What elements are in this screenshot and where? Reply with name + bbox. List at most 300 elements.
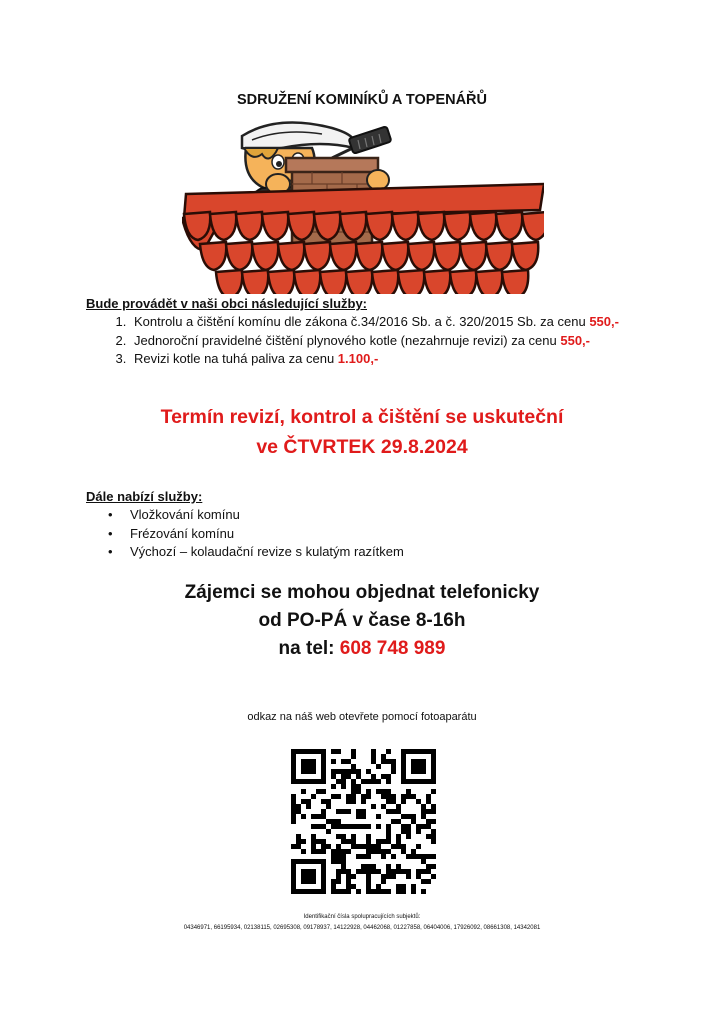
qr-module xyxy=(371,804,376,809)
qr-module xyxy=(366,779,371,784)
qr-module xyxy=(381,849,386,854)
qr-module xyxy=(336,879,341,884)
qr-module xyxy=(421,879,426,884)
qr-module xyxy=(331,889,336,894)
qr-module xyxy=(351,874,356,879)
qr-module xyxy=(321,844,326,849)
qr-module xyxy=(321,839,326,844)
qr-module xyxy=(386,809,391,814)
qr-module xyxy=(381,794,386,799)
qr-module xyxy=(376,824,381,829)
qr-module xyxy=(426,794,431,799)
qr-module xyxy=(431,804,436,809)
roof-tile xyxy=(450,270,476,294)
qr-module xyxy=(391,874,396,879)
qr-module xyxy=(401,889,406,894)
qr-module xyxy=(366,884,371,889)
qr-module xyxy=(386,759,391,764)
roof-tile xyxy=(226,242,252,270)
term-line-2: ve ČTVRTEK 29.8.2024 xyxy=(256,436,468,458)
qr-module xyxy=(341,859,346,864)
services-list xyxy=(86,313,619,369)
qr-module xyxy=(316,789,321,794)
roof-tile xyxy=(252,242,278,270)
qr-module xyxy=(336,769,341,774)
qr-module xyxy=(366,849,371,854)
qr-module xyxy=(366,854,371,859)
qr-module xyxy=(311,794,316,799)
qr-module xyxy=(291,819,296,824)
roof-tile xyxy=(382,242,408,270)
qr-module xyxy=(416,854,421,859)
extra-service-item: • Vložkování komínu xyxy=(130,506,404,525)
qr-module xyxy=(396,884,401,889)
qr-module xyxy=(421,809,426,814)
qr-module xyxy=(346,874,351,879)
qr-module xyxy=(351,824,356,829)
qr-module xyxy=(311,839,316,844)
chimney-sweep-illustration xyxy=(182,118,544,294)
qr-module xyxy=(351,839,356,844)
qr-module xyxy=(426,799,431,804)
qr-module xyxy=(346,839,351,844)
qr-module xyxy=(406,824,411,829)
qr-module xyxy=(356,824,361,829)
qr-module xyxy=(391,809,396,814)
qr-module xyxy=(391,764,396,769)
service-text: Revizi kotle na tuhá paliva za cenu xyxy=(134,351,338,366)
service-text: Kontrolu a čištění komínu dle zákona č.34/2016 Sb. a č. 320/2015 Sb. za cenu xyxy=(134,314,590,329)
qr-module xyxy=(371,774,376,779)
roof-tile xyxy=(418,212,444,240)
qr-module xyxy=(396,839,401,844)
qr-module xyxy=(401,824,406,829)
qr-module xyxy=(416,869,421,874)
qr-module xyxy=(356,869,361,874)
qr-module xyxy=(341,809,346,814)
qr-module xyxy=(336,859,341,864)
qr-module xyxy=(411,819,416,824)
qr-module xyxy=(376,849,381,854)
qr-module xyxy=(406,874,411,879)
qr-module xyxy=(306,804,311,809)
qr-module xyxy=(431,789,436,794)
qr-finder xyxy=(301,759,316,774)
contact-block xyxy=(0,579,724,663)
qr-module xyxy=(416,799,421,804)
qr-module xyxy=(396,809,401,814)
qr-module xyxy=(311,824,316,829)
qr-module xyxy=(416,874,421,879)
qr-module xyxy=(346,759,351,764)
qr-module xyxy=(371,779,376,784)
services-heading: Bude provádět v naši obci následující služby: xyxy=(86,296,368,311)
contact-line-2: od PO-PÁ v čase 8-16h xyxy=(258,610,466,631)
web-link-hint: odkaz na náš web otevřete pomocí fotoaparátu xyxy=(247,711,477,723)
qr-module xyxy=(426,869,431,874)
qr-module xyxy=(331,859,336,864)
roof-tile xyxy=(216,270,242,294)
qr-module xyxy=(331,769,336,774)
service-price: 550,- xyxy=(560,332,590,348)
extra-services-list xyxy=(86,506,404,562)
qr-module xyxy=(346,884,351,889)
qr-module xyxy=(386,789,391,794)
qr-module xyxy=(336,749,341,754)
qr-module xyxy=(341,864,346,869)
qr-module xyxy=(301,814,306,819)
qr-module xyxy=(386,794,391,799)
qr-module xyxy=(401,884,406,889)
qr-module xyxy=(386,869,391,874)
qr-module xyxy=(396,844,401,849)
qr-module xyxy=(296,839,301,844)
roof-tile xyxy=(330,242,356,270)
service-price: 1.100,- xyxy=(337,351,379,366)
qr-module xyxy=(376,884,381,889)
qr-module xyxy=(291,809,296,814)
qr-module xyxy=(371,759,376,764)
qr-module xyxy=(331,849,336,854)
qr-module xyxy=(336,889,341,894)
qr-finder xyxy=(411,759,426,774)
qr-module xyxy=(376,889,381,894)
qr-module xyxy=(421,854,426,859)
qr-module xyxy=(316,849,321,854)
qr-module xyxy=(376,869,381,874)
qr-module xyxy=(301,799,306,804)
qr-module xyxy=(366,794,371,799)
qr-module xyxy=(291,794,296,799)
qr-module xyxy=(341,889,346,894)
qr-module xyxy=(361,794,366,799)
qr-module xyxy=(296,804,301,809)
qr-module xyxy=(326,799,331,804)
qr-module xyxy=(341,854,346,859)
qr-module xyxy=(291,814,296,819)
qr-module xyxy=(391,819,396,824)
roof-tile xyxy=(210,212,236,240)
qr-module xyxy=(321,809,326,814)
qr-module xyxy=(371,849,376,854)
qr-module xyxy=(381,789,386,794)
qr-module xyxy=(331,819,336,824)
qr-module xyxy=(376,844,381,849)
service-item xyxy=(130,332,619,351)
qr-module xyxy=(431,829,436,834)
qr-module xyxy=(356,854,361,859)
qr-module xyxy=(381,854,386,859)
qr-module xyxy=(356,889,361,894)
qr-module xyxy=(386,779,391,784)
qr-module xyxy=(431,819,436,824)
qr-module xyxy=(411,884,416,889)
qr-module xyxy=(391,794,396,799)
qr-module xyxy=(371,864,376,869)
qr-module xyxy=(431,864,436,869)
qr-module xyxy=(351,844,356,849)
qr-module xyxy=(386,749,391,754)
qr-module xyxy=(386,889,391,894)
qr-module xyxy=(376,789,381,794)
qr-module xyxy=(361,809,366,814)
qr-module xyxy=(341,834,346,839)
qr-module xyxy=(326,804,331,809)
qr-module xyxy=(381,754,386,759)
roof-tile xyxy=(444,212,470,240)
qr-module xyxy=(296,834,301,839)
qr-module xyxy=(391,844,396,849)
roof-tile xyxy=(502,270,528,294)
qr-module xyxy=(331,784,336,789)
qr-module xyxy=(381,774,386,779)
roof-tile xyxy=(398,270,424,294)
qr-module xyxy=(356,769,361,774)
page-title: SDRUŽENÍ KOMINÍKŮ A TOPENÁŘŮ xyxy=(237,92,487,108)
qr-module xyxy=(351,884,356,889)
qr-module xyxy=(406,834,411,839)
qr-module xyxy=(396,869,401,874)
qr-module xyxy=(331,774,336,779)
qr-module xyxy=(346,794,351,799)
qr-module xyxy=(421,859,426,864)
qr-module xyxy=(336,794,341,799)
qr-module xyxy=(321,849,326,854)
qr-module xyxy=(336,854,341,859)
qr-module xyxy=(401,829,406,834)
qr-module xyxy=(356,784,361,789)
qr-module xyxy=(371,844,376,849)
extra-services-heading: Dále nabízí služby: xyxy=(86,489,203,504)
qr-module xyxy=(341,824,346,829)
qr-module xyxy=(341,869,346,874)
phone-label: na tel: xyxy=(278,638,340,659)
footer-ids-title: Identifikační čísla spolupracujících subjektů: xyxy=(303,914,421,920)
roof-tile xyxy=(424,270,450,294)
qr-module xyxy=(311,849,316,854)
qr-module xyxy=(381,889,386,894)
qr-module xyxy=(301,839,306,844)
qr-module xyxy=(431,839,436,844)
qr-module xyxy=(346,769,351,774)
qr-module xyxy=(406,869,411,874)
qr-module xyxy=(386,774,391,779)
qr-module xyxy=(366,834,371,839)
qr-module xyxy=(296,844,301,849)
qr-module xyxy=(351,789,356,794)
qr-module xyxy=(311,814,316,819)
qr-module xyxy=(421,889,426,894)
roof-tile xyxy=(242,270,268,294)
qr-module xyxy=(351,784,356,789)
roof-tile xyxy=(392,212,418,240)
qr-module xyxy=(291,844,296,849)
qr-module xyxy=(346,889,351,894)
qr-module xyxy=(376,839,381,844)
qr-module xyxy=(366,824,371,829)
qr-module xyxy=(341,769,346,774)
qr-module xyxy=(426,819,431,824)
qr-module xyxy=(326,829,331,834)
service-price: 550,- xyxy=(589,314,619,329)
qr-module xyxy=(371,754,376,759)
qr-module xyxy=(336,779,341,784)
qr-module xyxy=(351,834,356,839)
qr-module xyxy=(401,869,406,874)
roof-tile xyxy=(262,212,288,240)
qr-module xyxy=(346,869,351,874)
qr-module xyxy=(371,749,376,754)
contact-phone-line xyxy=(0,635,724,663)
qr-module xyxy=(361,844,366,849)
qr-module xyxy=(366,839,371,844)
qr-module xyxy=(366,889,371,894)
qr-module xyxy=(326,819,331,824)
contact-line-1: Zájemci se mohou objednat telefonicky xyxy=(184,582,540,603)
qr-module xyxy=(316,824,321,829)
qr-module xyxy=(291,799,296,804)
service-item xyxy=(130,313,619,332)
qr-module xyxy=(321,799,326,804)
roof-tile xyxy=(304,242,330,270)
qr-module xyxy=(396,889,401,894)
qr-module xyxy=(351,799,356,804)
qr-module xyxy=(361,864,366,869)
qr-module xyxy=(406,829,411,834)
qr-module xyxy=(386,864,391,869)
qr-module xyxy=(351,779,356,784)
qr-module xyxy=(336,824,341,829)
roof-tile xyxy=(268,270,294,294)
qr-module xyxy=(361,779,366,784)
qr-module xyxy=(331,749,336,754)
qr-module xyxy=(426,824,431,829)
qr-module xyxy=(341,849,346,854)
qr-module xyxy=(366,789,371,794)
qr-module xyxy=(386,849,391,854)
qr-module xyxy=(336,874,341,879)
qr-module xyxy=(356,809,361,814)
roof-tile xyxy=(496,212,522,240)
footer-ids: 04346971, 66195934, 02138115, 02695308, 09178937, 14122928, 04462068, 01227858, 06404006, 17926092, 08661308, 14342081 xyxy=(183,925,541,931)
qr-module xyxy=(371,869,376,874)
qr-module xyxy=(331,884,336,889)
qr-module xyxy=(296,809,301,814)
qr-module xyxy=(421,814,426,819)
qr-module xyxy=(386,839,391,844)
qr-module xyxy=(336,819,341,824)
qr-module xyxy=(316,814,321,819)
qr-module xyxy=(376,814,381,819)
qr-module xyxy=(346,849,351,854)
qr-module xyxy=(401,794,406,799)
qr-module xyxy=(346,799,351,804)
qr-module xyxy=(371,889,376,894)
qr-module xyxy=(396,834,401,839)
qr-module xyxy=(381,874,386,879)
qr-module xyxy=(301,849,306,854)
roof-tile xyxy=(372,270,398,294)
qr-module xyxy=(421,869,426,874)
qr-module xyxy=(391,869,396,874)
qr-module xyxy=(306,799,311,804)
qr-module xyxy=(426,879,431,884)
qr-module xyxy=(351,769,356,774)
qr-module xyxy=(411,849,416,854)
qr-module xyxy=(431,854,436,859)
roof-tile xyxy=(278,242,304,270)
qr-module xyxy=(351,794,356,799)
qr-module xyxy=(311,844,316,849)
qr-module xyxy=(386,874,391,879)
qr-module xyxy=(426,864,431,869)
qr-module xyxy=(351,754,356,759)
qr-module xyxy=(331,854,336,859)
qr-module xyxy=(321,814,326,819)
qr-module xyxy=(361,824,366,829)
qr-module xyxy=(421,804,426,809)
qr-module xyxy=(291,804,296,809)
qr-module xyxy=(341,759,346,764)
qr-module xyxy=(381,804,386,809)
qr-module xyxy=(346,824,351,829)
roof-tile xyxy=(476,270,502,294)
qr-module xyxy=(396,819,401,824)
qr-module xyxy=(431,809,436,814)
qr-module xyxy=(361,814,366,819)
roof-tile xyxy=(408,242,434,270)
qr-module xyxy=(356,774,361,779)
qr-module xyxy=(341,774,346,779)
qr-module xyxy=(336,809,341,814)
qr-module xyxy=(361,869,366,874)
service-text: Jednoroční pravidelné čištění plynového kotle (nezahrnuje revizi) za cenu xyxy=(134,332,561,348)
qr-module xyxy=(391,799,396,804)
phone-number[interactable]: 608 748 989 xyxy=(339,638,446,659)
qr-module xyxy=(356,814,361,819)
roof-tile xyxy=(434,242,460,270)
roof-tile xyxy=(236,212,262,240)
qr-module xyxy=(406,814,411,819)
qr-module xyxy=(356,844,361,849)
qr-module xyxy=(336,844,341,849)
qr-module xyxy=(426,834,431,839)
qr-module xyxy=(406,789,411,794)
qr-module xyxy=(431,874,436,879)
qr-module xyxy=(301,789,306,794)
qr-module xyxy=(401,844,406,849)
roof-tile xyxy=(486,242,512,270)
qr-module xyxy=(336,834,341,839)
qr-module xyxy=(311,834,316,839)
qr-module xyxy=(381,839,386,844)
qr-module xyxy=(341,784,346,789)
qr-code[interactable] xyxy=(291,749,436,894)
qr-module xyxy=(381,879,386,884)
qr-module xyxy=(391,854,396,859)
qr-module xyxy=(366,864,371,869)
qr-module xyxy=(326,844,331,849)
qr-module xyxy=(366,844,371,849)
qr-module xyxy=(381,759,386,764)
extra-service-item: • Výchozí – kolaudační revize s kulatým razítkem xyxy=(130,543,404,562)
qr-module xyxy=(366,869,371,874)
roof-tile xyxy=(320,270,346,294)
qr-module xyxy=(331,824,336,829)
qr-module xyxy=(416,824,421,829)
qr-module xyxy=(361,854,366,859)
qr-finder xyxy=(301,869,316,884)
